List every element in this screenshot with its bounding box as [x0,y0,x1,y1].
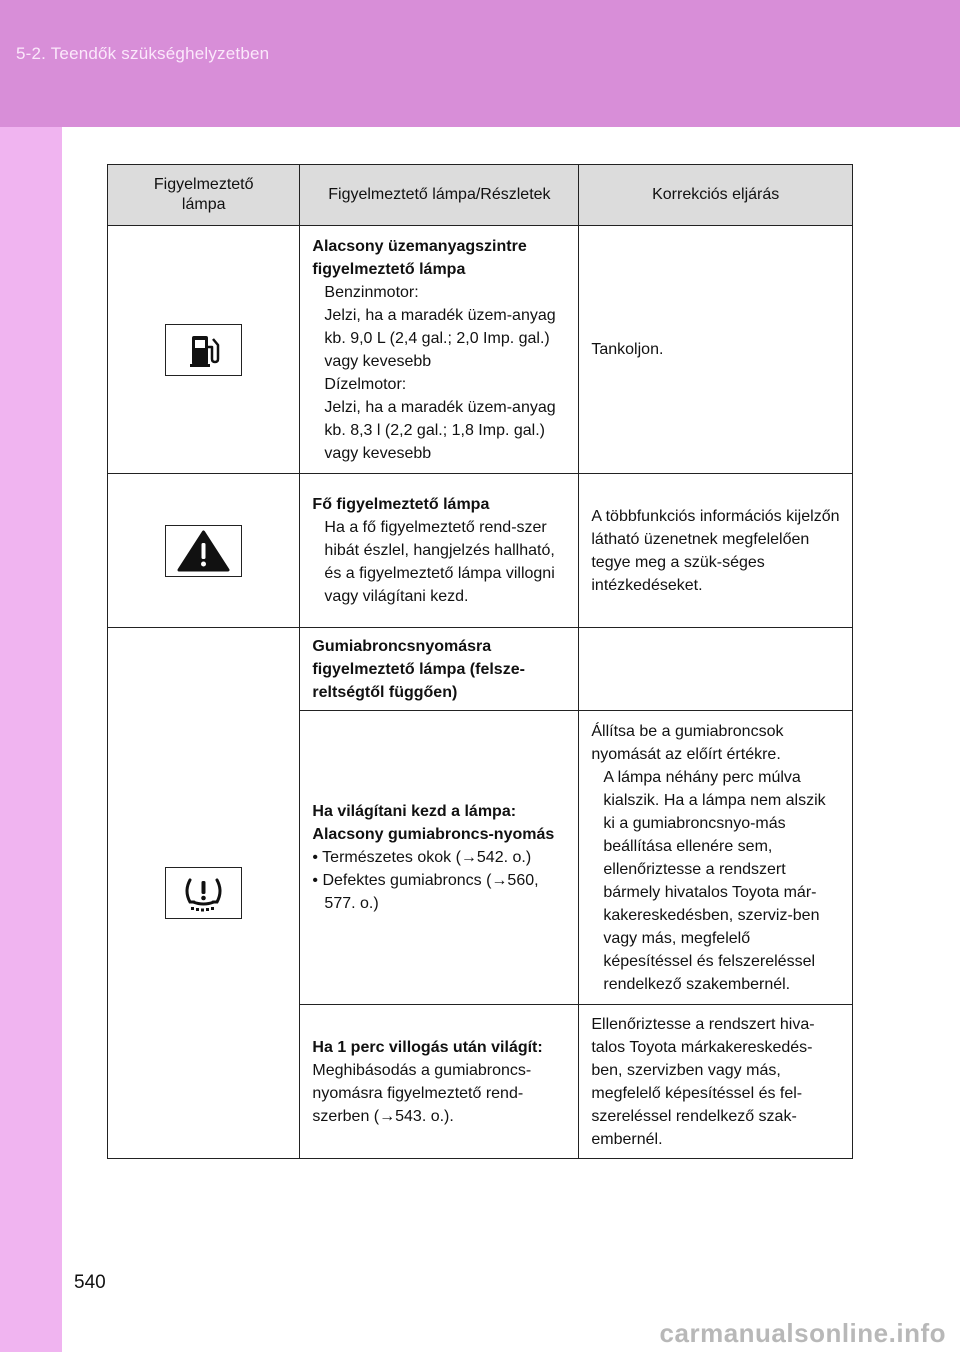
tire-lit-bullet: • Defektes gumiabroncs (→560, 577. o.) [312,872,539,912]
fuel-line: Benzinmotor: [324,283,419,301]
table-row [108,628,853,711]
tire-lit-action-lead: Állítsa be a gumiabroncsok nyomását az előírt értékre. [591,722,784,763]
fuel-line: Jelzi, ha a maradék üzem-anyag kb. 9,0 L (2,4 gal.; 2,0 Imp. gal.) vagy kevesebb [324,306,556,370]
master-action: A többfunkciós információs kijelzőn látható üzenetnek megfelelően tegye meg a szük-séges intézkedéseket. [591,507,840,594]
watermark: carmanualsonline.info [659,1318,946,1348]
tire-lit-detail-cell [300,711,579,1005]
tire-blink-action-cell [579,1005,853,1159]
tire-pressure-icon [165,867,242,919]
tire-lit-bullet: • Természetes okok (→542. o.) [312,849,532,866]
fuel-action-cell [579,226,853,474]
side-bar [0,127,62,1352]
tire-lit-title: Ha világítani kezd a lámpa: Alacsony gumiabroncs-nyomás [312,803,555,843]
master-detail-cell [300,474,579,628]
fuel-pump-icon [165,324,242,376]
tire-lit-action-cell [579,711,853,1005]
fuel-icon-cell [108,226,300,474]
fuel-title: Alacsony üzemanyagszintre figyelmeztető lámpa [312,237,527,278]
master-icon-cell [108,474,300,628]
tire-blink-detail-cell [300,1005,579,1159]
table-row [108,474,853,628]
master-action-cell [579,474,853,628]
tire-lit-action-detail: A lámpa néhány perc múlva kialszik. Ha a lámpa nem alszik ki a gumiabroncsnyo-más beállítása ellenére sem, ellenőriztesse a rendszert bármely hivatalos Toyota már-kakereskedésben, szerviz-ben vagy más, megfelelő képesítéssel és felszereléssel rendelkező szakembernél. [603,768,826,993]
header-details: Figyelmeztető lámpa/Részletek [300,165,579,226]
tire-blink-text: Meghibásodás a gumiabroncs-nyomásra figyelmeztető rend-szerben (→543. o.). [312,1061,532,1125]
warning-triangle-icon [165,525,242,577]
tire-title-cell [300,628,579,711]
tire-title-empty-cell [579,628,853,711]
header-warning-light: Figyelmeztető lámpa [108,165,300,226]
tire-blink-title: Ha 1 perc villogás után világít: [312,1038,543,1056]
warning-lights-table [107,164,853,1159]
master-text: Ha a fő figyelmeztető rend-szer hibát észlel, hangjelzés hallható, és a figyelmeztető lámpa villogni vagy világítani kezd. [324,519,555,605]
fuel-line: Dízelmotor: [324,375,407,393]
tire-icon-cell [108,628,300,1159]
table-row [108,226,853,474]
table-header-row [108,165,853,226]
header-correction: Korrekciós eljárás [579,165,853,226]
master-title: Fő figyelmeztető lámpa [312,496,490,513]
tire-blink-action: Ellenőriztesse a rendszert hiva-talos Toyota márkakereskedés-ben, szervizben vagy más, megfelelő képesítéssel és fel-szereléssel rendelkező szak-embernél. [591,1015,815,1148]
section-title: 5-2. Teendők szükséghelyzetben [16,44,270,63]
fuel-detail-cell [300,226,579,474]
fuel-action: Tankoljon. [591,341,664,358]
tire-title: Gumiabroncsnyomásra figyelmeztető lámpa (felsze-reltségtől függően) [312,637,525,701]
fuel-line: Jelzi, ha a maradék üzem-anyag kb. 8,3 l (2,2 gal.; 1,8 Imp. gal.) vagy kevesebb [324,398,556,462]
page-number: 540 [74,1272,106,1293]
